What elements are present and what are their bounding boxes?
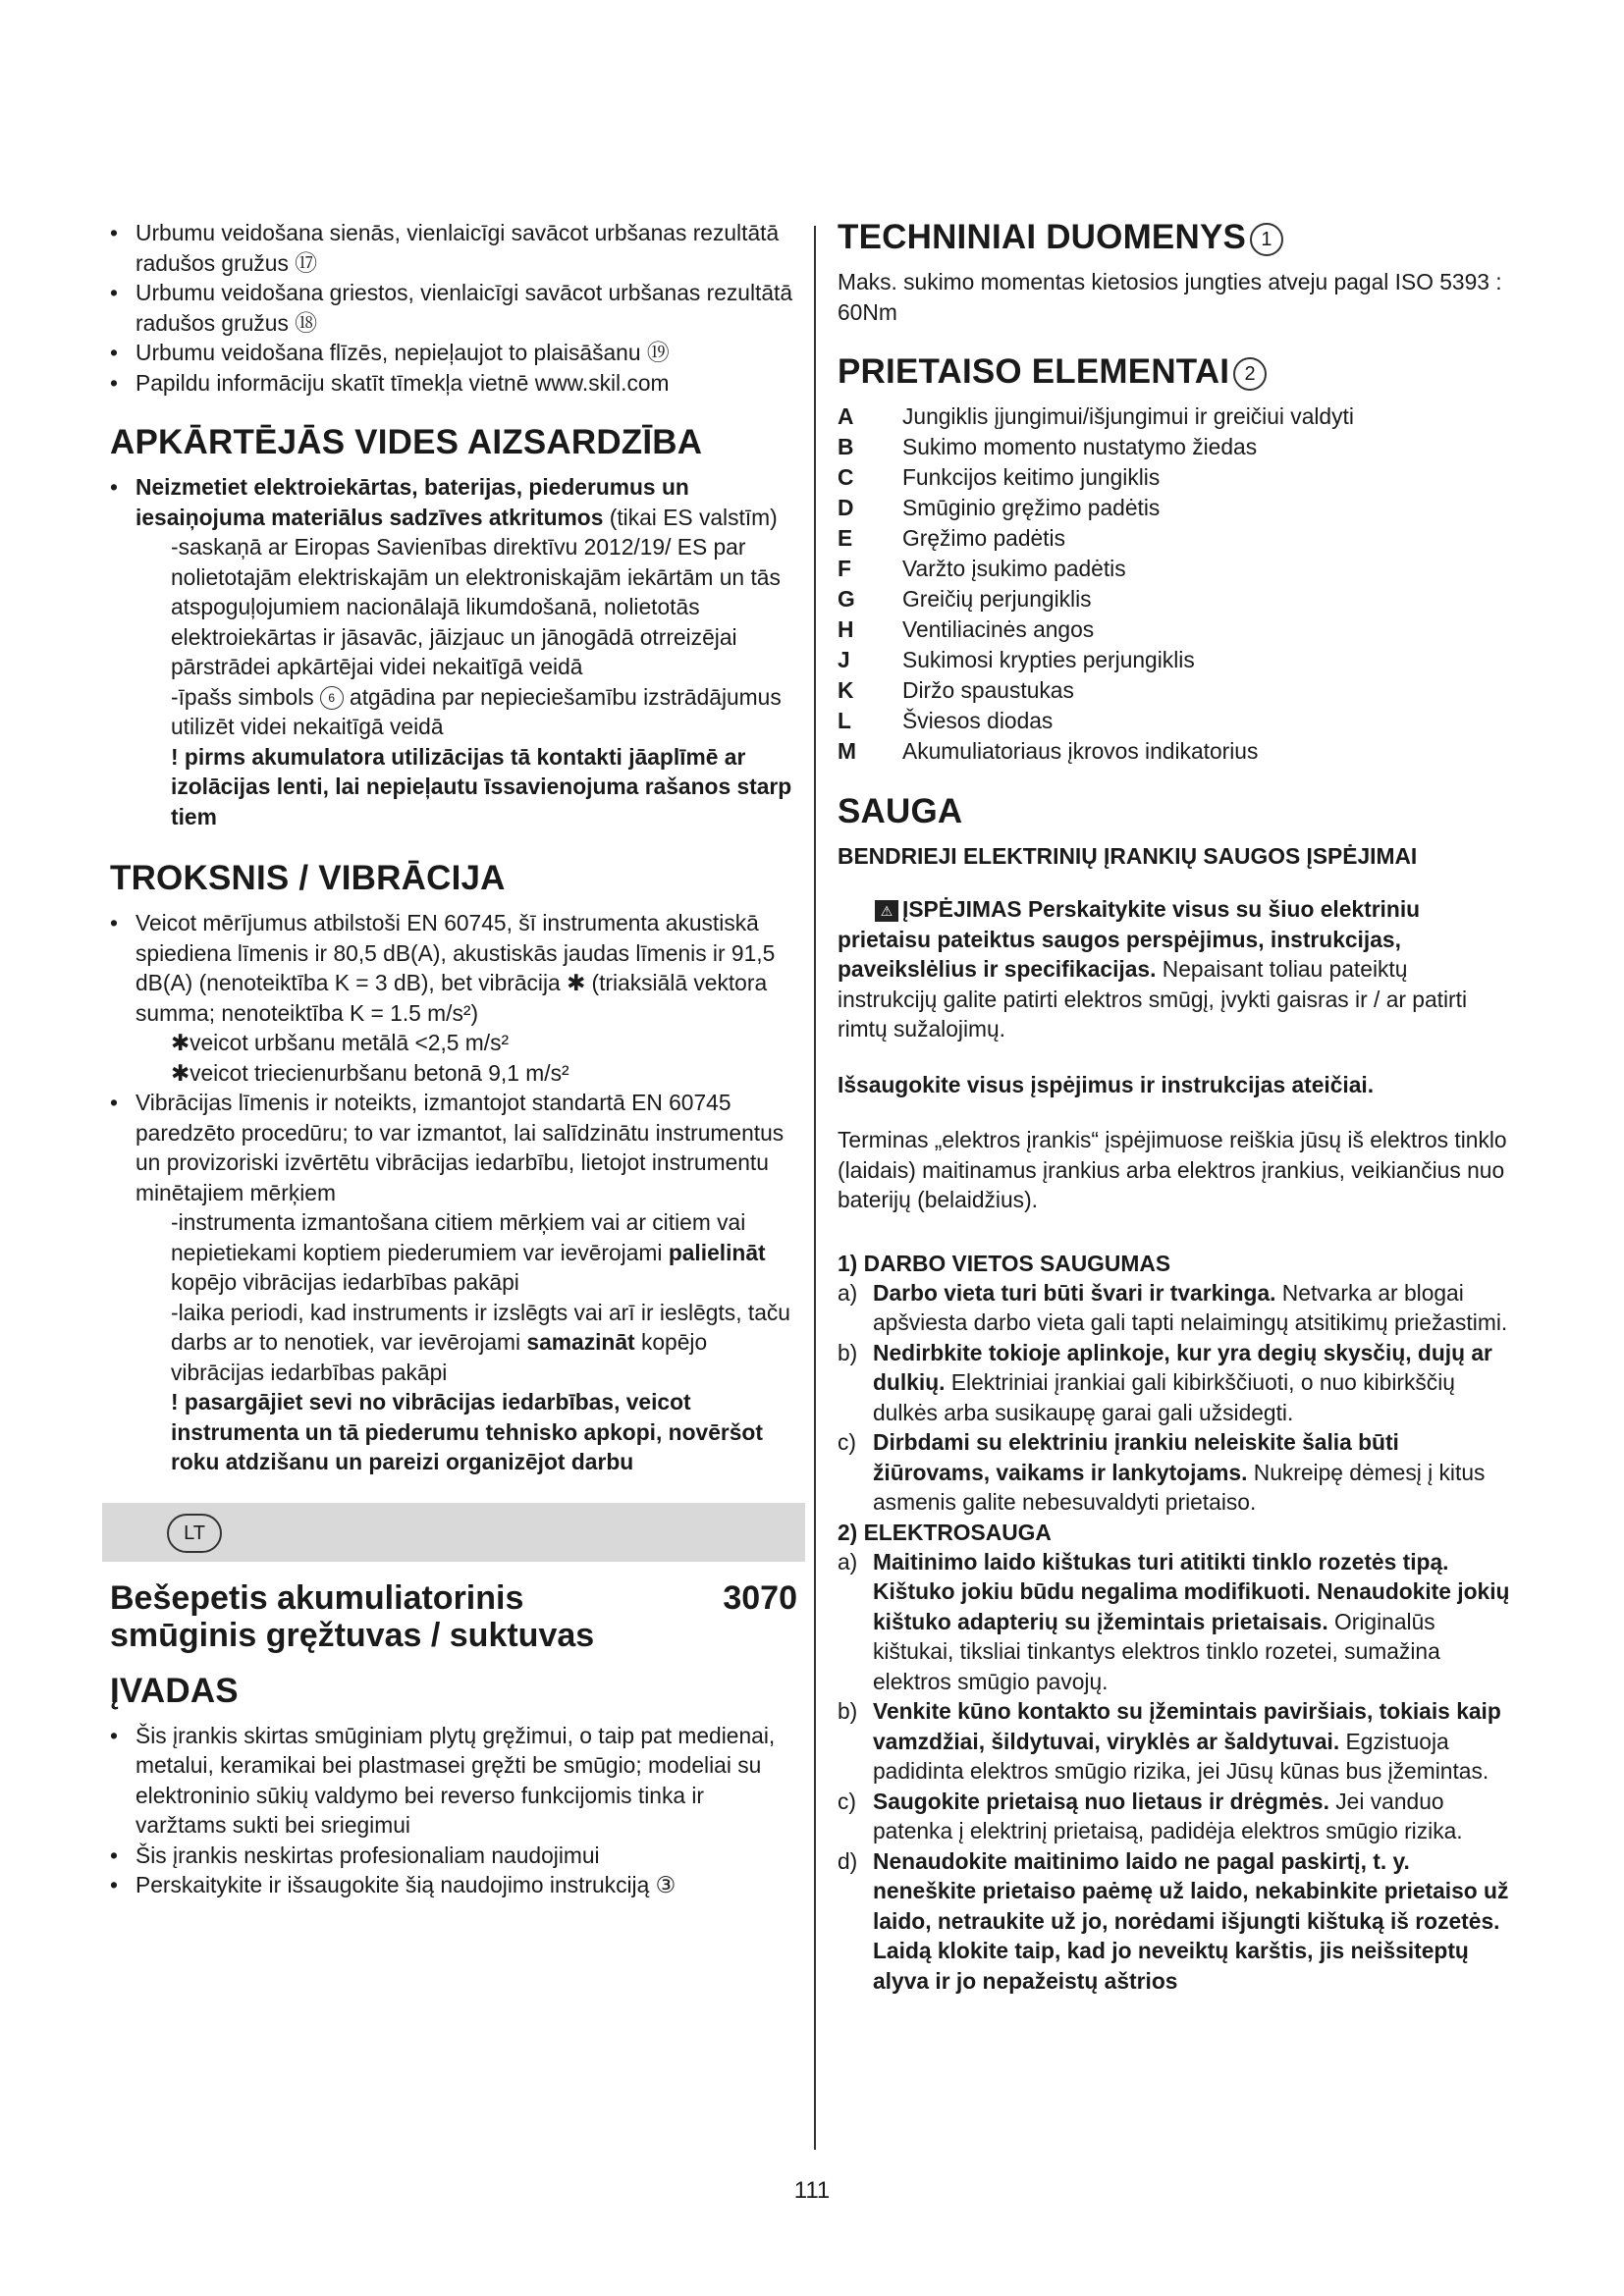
left-column — [110, 218, 797, 1900]
element-key: K — [838, 677, 854, 703]
element-label: Šviesos diodas — [902, 708, 1054, 733]
intro-list — [110, 1721, 797, 1900]
env-list — [110, 472, 797, 532]
element-label: Diržo spaustukas — [902, 677, 1074, 703]
element-label: Akumuliatoriaus įkrovos indikatorius — [902, 738, 1259, 764]
element-key: G — [838, 586, 855, 612]
element-key: M — [838, 738, 856, 764]
list-item: b) Venkite kūno kontakto su įžemintais paviršiais, tokiais kaip vamzdžiai, šildytuvai, viryklės ar šaldytuvai. Egzistuoja padidinta elektros smūgio rizika, jei Jūsų kūnas bus įžemintas. — [838, 1698, 1501, 1784]
list-item: c) Saugokite prietaisą nuo lietaus ir drėgmės. Jei vanduo patenka į elektrinį prietaisą, padidėja elektros smūgio rizika. — [838, 1788, 1463, 1843]
list-item: • Šis įrankis neskirtas profesionaliam naudojimui — [110, 1841, 797, 1871]
list-item: • Urbumu veidošana flīzēs, nepieļaujot to plaisāšanu ⑲ — [110, 338, 797, 368]
safety-heading: SAUGA — [838, 792, 963, 830]
env-warning: ! pirms akumulatora utilizācijas tā kontakti jāaplīmē ar izolācijas lenti, lai nepieļautu īssavienojuma rašanos starp tiem — [171, 743, 792, 829]
elements-heading: PRIETAISO ELEMENTAI 2 — [838, 352, 1513, 392]
list-item: • Neizmetiet elektroiekārtas, baterijas, piederumus un iesaiņojuma materiālus sadzīves atkritumos (tikai ES valstīm) — [110, 472, 797, 532]
figure-ref-icon: 2 — [1233, 357, 1267, 391]
element-key: H — [838, 616, 854, 642]
noise-list-2 — [110, 1088, 797, 1207]
element-key: L — [838, 708, 851, 733]
tech-text: Maks. sukimo momentas kietosios jungties atveju pagal ISO 5393 : 60Nm — [838, 269, 1502, 325]
element-key: F — [838, 556, 851, 581]
right-column — [838, 218, 1513, 1996]
env-dash-1: -saskaņā ar Eiropas Savienības direktīvu 2012/19/ ES par nolietotajām elektriskajām un elektroniskajām iekārtām un tās atspoguļojumiem nacionālajā likumdošanā, nolietotās elektroiekārtas ir jāsavāc, jāizjauc un jānogādā otrreizējai pārstrādei apkārtējai videi nekaitīgā veidā — [171, 534, 781, 679]
element-label: Varžto įsukimo padėtis — [902, 556, 1126, 581]
list-item: d) Nenaudokite maitinimo laido ne pagal paskirtį, t. y. neneškite prietaiso paėmę už laido, nekabinkite prietaiso už laido, netraukite už jo, norėdami išjungti kištuką iš rozetės. Laidą klokite taip, kad jo neveiktų karštis, jis neišsiteptų alyva ir jo nepažeistų aštrios — [838, 1847, 1509, 1994]
language-bar — [102, 1503, 805, 1562]
element-label: Ventiliacinės angos — [902, 616, 1095, 642]
element-label: Sukimosi krypties perjungiklis — [902, 647, 1195, 672]
element-label: Smūginio gręžimo padėtis — [902, 495, 1161, 520]
symbol-ref-icon: 6 — [320, 686, 344, 710]
list-item: • Perskaitykite ir išsaugokite šią naudojimo instrukciją ③ — [110, 1870, 797, 1900]
element-key: A — [838, 403, 854, 429]
list-item: • Vibrācijas līmenis ir noteikts, izmantojot standartā EN 60745 paredzēto procedūru; to var izmantot, lai salīdzinātu instrumentus un provizoriski izvērtētu vibrācijas iedarbību, lietojot instrumentu minētajiem mērķiem — [110, 1088, 797, 1207]
intro-heading: ĮVADAS — [110, 1671, 239, 1710]
product-model: 3070 — [723, 1578, 797, 1617]
list-item: a) Maitinimo laido kištukas turi atitikti tinklo rozetės tipą. Kištuko jokiu būdu negalima modifikuoti. Nenaudokite jokių kištuko adapterių su įžemintais prietaisais. Originalūs kištukai, tiksliai tinkantys elektros tinklo rozetei, sumažina elektros smūgio pavojų. — [838, 1548, 1510, 1694]
column-divider — [814, 226, 816, 2150]
list-item: c) Dirbdami su elektriniu įrankiu neleiskite šalia būti žiūrovams, vaikams ir lankytojams. Nukreipę dėmesį į kitus asmenis galite nebesuvaldyti prietaiso. — [838, 1429, 1486, 1515]
noise-list — [110, 908, 797, 1028]
safety-subtitle: BENDRIEJI ELEKTRINIŲ ĮRANKIŲ SAUGOS ĮSPĖJIMAI — [838, 843, 1418, 869]
figure-ref-icon: 1 — [1250, 223, 1283, 256]
element-label: Gręžimo padėtis — [902, 525, 1065, 551]
noise-warning: ! pasargājiet sevi no vibrācijas iedarbības, veicot instrumenta un tā piederumu tehnisko apkopi, novēršot roku atdzišanu un pareizi organizējot darbu — [171, 1389, 763, 1474]
noise-sub-1: ✱veicot urbšanu metālā <2,5 m/s² — [171, 1030, 510, 1055]
warning-icon: ⚠ — [875, 900, 898, 922]
list-item: • Šis įrankis skirtas smūginiam plytų gręžimui, o taip pat medienai, metalui, keramikai bei plastmasei gręžti be smūgio; modeliai su elektroninio sūkių valdymo bei reverso funkcijomis tinka ir varžtams sukti bei sriegimui — [110, 1721, 797, 1841]
noise-dash-2: -laika periodi, kad instruments ir izslēgts vai arī ir ieslēgts, taču darbs ar to nenotiek, var ievērojami samazināt kopējo vibrācijas iedarbības pakāpi — [171, 1299, 790, 1385]
safety-keep: Išsaugokite visus įspėjimus ir instrukcijas ateičiai. — [838, 1071, 1375, 1097]
product-title: Bešepetis akumuliatorinis smūginis gręžtuvas / suktuvas — [110, 1578, 595, 1654]
element-key: E — [838, 525, 853, 551]
page-number: 111 — [793, 2177, 831, 2204]
intro-bullet-list — [110, 218, 797, 398]
element-key: B — [838, 434, 854, 459]
element-key: J — [838, 647, 850, 672]
product-heading — [110, 1579, 797, 1654]
list-item: a) Darbo vieta turi būti švari ir tvarkinga. Netvarka ar blogai apšviesta darbo vieta gali tapti nelaimingų atsitikimų priežastimi. — [838, 1279, 1508, 1335]
list-item: • Urbumu veidošana griestos, vienlaicīgi savācot urbšanas rezultātā radušos gružus ⑱ — [110, 278, 797, 338]
element-key: C — [838, 464, 854, 490]
env-heading: APKĀRTĒJĀS VIDES AIZSARDZĪBA — [110, 423, 703, 461]
env-dash-2: -īpašs simbols 6 atgādina par nepieciešamību izstrādājumus utilizēt videi nekaitīgā veidā — [171, 683, 782, 739]
language-badge: LT — [167, 1514, 222, 1553]
element-key: D — [838, 495, 854, 520]
list-item: • Veicot mērījumus atbilstoši EN 60745, šī instrumenta akustiskā spiediena līmenis ir 80,5 dB(A), akustiskās jaudas līmenis ir 91,5 dB(A) (nenoteiktība K = 3 dB), bet vibrācija ✱ (triaksiālā vektora summa; nenoteiktība K = 1.5 m/s²) — [110, 908, 797, 1028]
section-2-title: 2) ELEKTROSAUGA — [838, 1519, 1052, 1545]
safety-term: Terminas „elektros įrankis“ įspėjimuose reiškia jūsų iš elektros tinklo (laidais) maitinamus įrankius arba elektros įrankius, veikiančius nuo baterijų (belaidžius). — [838, 1127, 1507, 1212]
element-label: Sukimo momento nustatymo žiedas — [902, 434, 1258, 459]
list-item: b) Nedirbkite tokioje aplinkoje, kur yra degių skysčių, dujų ar dulkių. Elektriniai įrankiai gali kibirkščiuoti, o nuo kibirkščių dulkės arba susikaupę garai gali užsidegti. — [838, 1339, 1492, 1425]
noise-sub-2: ✱veicot triecienurbšanu betonā 9,1 m/s² — [171, 1059, 569, 1086]
section-1-title: 1) DARBO VIETOS SAUGUMAS — [838, 1250, 1171, 1276]
tech-heading: TECHNINIAI DUOMENYS 1 — [838, 218, 1513, 257]
noise-heading: TROKSNIS / VIBRĀCIJA — [110, 859, 506, 897]
list-item: • Papildu informāciju skatīt tīmekļa vietnē www.skil.com — [110, 368, 797, 399]
element-label: Funkcijos keitimo jungiklis — [902, 464, 1161, 490]
element-label: Greičių perjungiklis — [902, 586, 1092, 612]
element-label: Jungiklis įjungimui/išjungimui ir greičiui valdyti — [902, 403, 1354, 429]
elements-list — [838, 401, 1513, 767]
list-item: • Urbumu veidošana sienās, vienlaicīgi savācot urbšanas rezultātā radušos gružus ⑰ — [110, 218, 797, 278]
noise-dash-1: -instrumenta izmantošana citiem mērķiem vai ar citiem vai nepietiekami koptiem piederumiem var ievērojami palielināt kopējo vibrācijas iedarbības pakāpi — [171, 1209, 766, 1295]
safety-warning: ⚠ ĮSPĖJIMAS Perskaitykite visus su šiuo elektriniu prietaisu pateiktus saugos perspėjimus, instrukcijas, paveikslėlius ir specifikacijas. Nepaisant toliau pateiktų instrukcijų galite patirti elektros smūgį, įvykti gaisras ir / ar patirti rimtų sužalojimų. — [838, 896, 1468, 1041]
